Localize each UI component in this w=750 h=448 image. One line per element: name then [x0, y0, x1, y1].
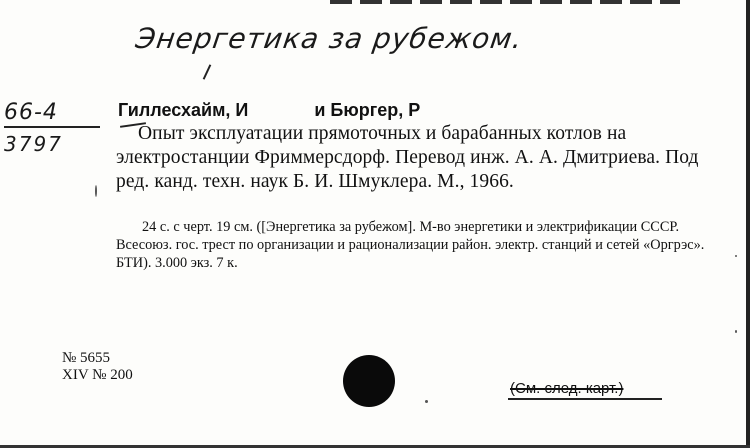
continued-note: (См. след. карт.) [510, 380, 624, 397]
scan-speck [735, 255, 737, 257]
stock-number-1: № 5655 [62, 350, 111, 366]
physical-description: 24 с. с черт. 19 см. ([Энергетика за рубежом]. М-во энергетики и электрификации СССР. Всесоюз. гос. трест по организации и рационализации район. электр. станций и сетей «Оргрэс». БТИ). 3.000 экз. 7 к. [116, 219, 705, 271]
call-number-inventory: 3797 [4, 132, 63, 156]
scan-speck [735, 330, 737, 333]
call-number [4, 100, 104, 156]
card-punch-hole [343, 355, 395, 407]
authors-heading [118, 100, 420, 121]
author-second: и Бюргер, Р [314, 100, 421, 120]
scan-speck [95, 185, 97, 197]
pen-underline-continued [508, 398, 662, 400]
scan-edge-top [330, 0, 680, 4]
pen-mark [203, 64, 212, 79]
scan-speck [425, 400, 428, 403]
stock-numbers [62, 350, 133, 384]
author-first: Гиллесхайм, И [118, 100, 249, 120]
book-title-description: Опыт эксплуатации прямоточных и барабанных котлов на электростанции Фриммерсдорф. Перевод инж. А. А. Дмитриева. Под ред. канд. техн. наук Б. И. Шмуклера. М., 1966. [116, 123, 699, 192]
handwritten-series-title: Энергетика за рубежом. [133, 22, 525, 55]
scan-edge-right [746, 0, 750, 448]
stock-number-2: XIV № 200 [62, 367, 133, 383]
call-number-shelf: 66-4 [4, 100, 100, 128]
